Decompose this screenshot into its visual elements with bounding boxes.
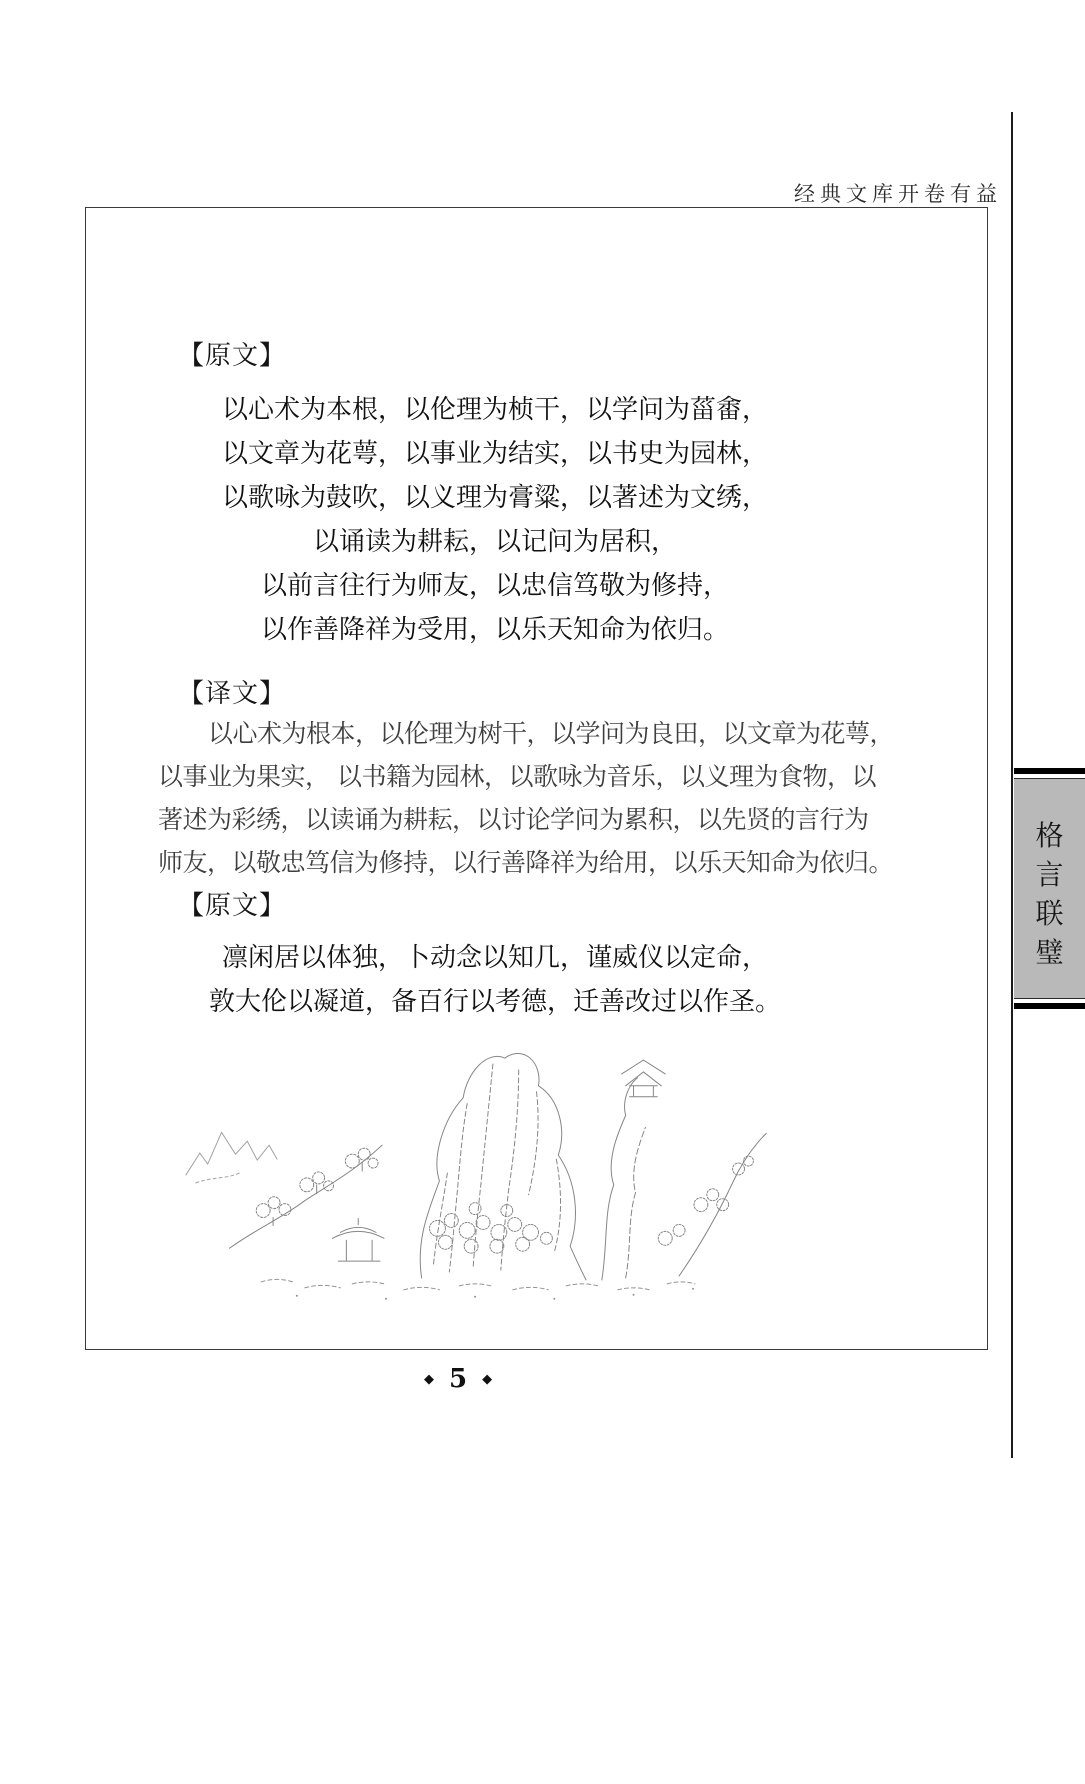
sidebar-tab-body xyxy=(1014,778,1085,999)
original-text-line: 以歌咏为鼓吹，以义理为膏粱，以著述为文绣， xyxy=(221,483,768,513)
original-text-line: 以文章为花萼，以事业为结实，以书史为园林， xyxy=(221,439,768,469)
page-number: 5 xyxy=(449,1364,468,1394)
original-text-block-2 xyxy=(150,936,840,1024)
section-label-original-1: 【原文】 xyxy=(178,341,287,371)
tab-bottom-bar xyxy=(1014,1003,1085,1009)
translation-block xyxy=(158,712,958,884)
original-text-line: 以作善降祥为受用，以乐天知命为依归。 xyxy=(260,615,729,645)
original-text-line: 以心术为本根，以伦理为桢干，以学问为菑畬， xyxy=(221,395,768,425)
original-text-line: 凛闲居以体独，卜动念以知几，谨威仪以定命， xyxy=(221,943,768,973)
translation-line: 著述为彩绣，以读诵为耕耘，以讨论学问为累积，以先贤的言行为 xyxy=(158,805,869,834)
section-label-original-2: 【原文】 xyxy=(178,891,287,921)
original-text-line: 以前言往行为师友，以忠信笃敬为修持， xyxy=(260,571,729,601)
page-footer xyxy=(424,1364,492,1394)
sidebar-tab xyxy=(1014,768,1085,1009)
original-text-line: 以诵读为耕耘，以记问为居积， xyxy=(312,527,677,557)
original-text-line: 敦大伦以凝道，备百行以考德，迁善改过以作圣。 xyxy=(208,987,781,1017)
page-edge-rule xyxy=(1011,112,1013,1458)
translation-line: 以事业为果实， 以书籍为园林，以歌咏为音乐，以义理为食物，以 xyxy=(158,762,876,791)
mountain-landscape-illustration xyxy=(178,1032,792,1304)
translation-line: 以心术为根本，以伦理为树干，以学问为良田，以文章为花萼， xyxy=(208,719,895,748)
running-header: 经典文库开卷有益 xyxy=(794,182,1002,206)
diamond-ornament-icon: ◆ xyxy=(424,1371,434,1387)
tab-char: 言 xyxy=(1035,858,1064,891)
original-text-block-1 xyxy=(150,388,840,652)
tab-char: 璧 xyxy=(1035,936,1064,969)
tab-char: 联 xyxy=(1035,897,1064,930)
translation-line: 师友，以敬忠笃信为修持，以行善降祥为给用，以乐天知命为依归。 xyxy=(158,848,894,877)
tab-char: 格 xyxy=(1035,819,1064,852)
diamond-ornament-icon: ◆ xyxy=(482,1371,493,1387)
section-label-translation: 【译文】 xyxy=(178,679,287,709)
